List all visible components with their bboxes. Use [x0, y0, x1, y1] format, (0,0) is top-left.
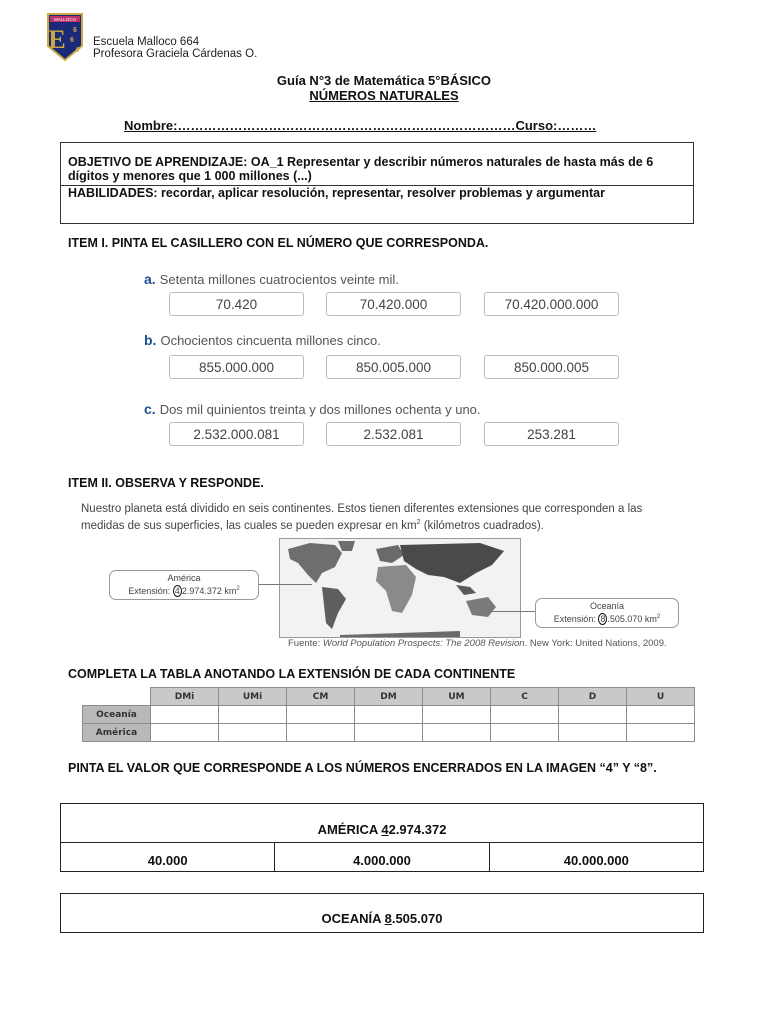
- shield-icon: [46, 12, 84, 62]
- oceania-box: [60, 893, 704, 933]
- topic-title: NÚMEROS NATURALES: [309, 88, 459, 103]
- teacher-name: Profesora Graciela Cárdenas O.: [93, 48, 258, 60]
- question-letter: a.: [144, 271, 156, 287]
- table-cell[interactable]: [423, 706, 491, 724]
- guide-title: Guía N°3 de Matemática 5°BÁSICO: [276, 73, 492, 88]
- document-title: [0, 73, 768, 103]
- place-value-table: [82, 687, 695, 742]
- learning-objective: OBJETIVO DE APRENDIZAJE: OA_1 Representar y describir números naturales de hasta más de 6 dígitos y menores que 1 000 millones (...): [68, 155, 654, 183]
- option-b3[interactable]: 850.000.005: [484, 355, 619, 379]
- oceania-name: Oceanía: [589, 601, 625, 611]
- col-dm: DM: [355, 688, 423, 706]
- table-cell[interactable]: [355, 724, 423, 742]
- continents-paragraph: Nuestro planeta está dividido en seis continentes. Estos tienen diferentes extensiones que corresponden a las medidas de sus superficies, las cuales se pueden expresar en $km^2$ (kilómetros cuadrados).: [81, 503, 643, 532]
- america-number: AMÉRICA 42.974.372: [317, 822, 447, 837]
- question-a: [144, 271, 399, 287]
- oceania-number: OCEANÍA 8.505.070: [321, 911, 443, 926]
- student-name-line[interactable]: Nombre:……………………………………………………………………Curso:………: [124, 118, 597, 133]
- option-a1[interactable]: 70.420: [169, 292, 304, 316]
- option-a2[interactable]: 70.420.000: [326, 292, 461, 316]
- col-um: UM: [423, 688, 491, 706]
- america-box: [60, 803, 704, 872]
- source-citation: Fuente: World Population Prospects: The 2008 Revision. New York: United Nations, 2009.: [288, 638, 667, 649]
- question-letter: c.: [144, 401, 156, 417]
- objective-box: [60, 142, 694, 224]
- col-d: D: [559, 688, 627, 706]
- table-cell[interactable]: [491, 706, 559, 724]
- question-text: Dos mil quinientos treinta y dos millones ochenta y uno.: [159, 402, 481, 417]
- svg-text:4: 4: [75, 47, 79, 54]
- option-b1[interactable]: 855.000.000: [169, 355, 304, 379]
- america-extension: Extensión: 4 2.974.372 $km^2$: [128, 586, 240, 596]
- col-u: U: [627, 688, 695, 706]
- col-c: C: [491, 688, 559, 706]
- table-cell[interactable]: [627, 706, 695, 724]
- table-cell[interactable]: [219, 706, 287, 724]
- table-row: [83, 706, 695, 724]
- item1-heading: ITEM I. PINTA EL CASILLERO CON EL NÚMERO QUE CORRESPONDA.: [68, 236, 489, 250]
- america-connector: [258, 584, 312, 585]
- svg-text:6: 6: [70, 37, 74, 44]
- circled-digit: 4: [174, 586, 180, 596]
- table-row: [83, 724, 695, 742]
- col-umi: UMi: [219, 688, 287, 706]
- table-cell[interactable]: [151, 706, 219, 724]
- america-options-row: [61, 842, 703, 871]
- table-cell[interactable]: [219, 724, 287, 742]
- america-name: América: [167, 573, 201, 583]
- option-c2[interactable]: 2.532.081: [326, 422, 461, 446]
- table-header-row: [83, 688, 695, 706]
- circled-digit: 8: [600, 614, 606, 624]
- question-letter: b.: [144, 332, 157, 348]
- table-cell[interactable]: [423, 724, 491, 742]
- oceania-callout: [535, 598, 679, 628]
- table-cell[interactable]: [287, 706, 355, 724]
- table-cell[interactable]: [627, 724, 695, 742]
- question-c: [144, 401, 481, 417]
- school-info: [93, 36, 257, 60]
- table-cell[interactable]: [287, 724, 355, 742]
- question-b: [144, 332, 381, 348]
- oceania-extension: Extensión: 8 .505.070 $km^2$: [553, 614, 661, 624]
- america-option-1[interactable]: 40.000: [147, 853, 188, 868]
- paint-heading: PINTA EL VALOR QUE CORRESPONDE A LOS NÚMEROS ENCERRADOS EN LA IMAGEN “4” Y “8”.: [68, 761, 657, 775]
- svg-text:6: 6: [73, 27, 77, 34]
- col-cm: CM: [287, 688, 355, 706]
- svg-text:E: E: [48, 25, 66, 54]
- row-header-oceania: Oceanía: [83, 706, 151, 724]
- school-name: Escuela Malloco 664: [93, 36, 200, 48]
- america-option-3[interactable]: 40.000.000: [489, 843, 703, 871]
- oceania-connector: [488, 611, 536, 612]
- svg-text:MALLOCO: MALLOCO: [53, 17, 77, 22]
- skills: HABILIDADES: recordar, aplicar resolución, representar, resolver problemas y argumentar: [68, 186, 605, 200]
- option-a3[interactable]: 70.420.000.000: [484, 292, 619, 316]
- question-text: Ochocientos cincuenta millones cinco.: [160, 333, 381, 348]
- world-map: [279, 538, 521, 638]
- world-map-icon: [280, 539, 520, 637]
- table-cell[interactable]: [491, 724, 559, 742]
- america-callout: [109, 570, 259, 600]
- table-cell[interactable]: [355, 706, 423, 724]
- col-dmi: DMi: [151, 688, 219, 706]
- table-cell[interactable]: [151, 724, 219, 742]
- item2-heading: ITEM II. OBSERVA Y RESPONDE.: [68, 476, 264, 490]
- table-heading: COMPLETA LA TABLA ANOTANDO LA EXTENSIÓN DE CADA CONTINENTE: [68, 667, 516, 681]
- option-b2[interactable]: 850.005.000: [326, 355, 461, 379]
- row-header-america: América: [83, 724, 151, 742]
- school-logo: [46, 12, 84, 62]
- table-cell[interactable]: [559, 706, 627, 724]
- table-cell[interactable]: [559, 724, 627, 742]
- option-c1[interactable]: 2.532.000.081: [169, 422, 304, 446]
- america-option-2[interactable]: 4.000.000: [274, 843, 488, 871]
- question-text: Setenta millones cuatrocientos veinte mil.: [159, 272, 399, 287]
- option-c3[interactable]: 253.281: [484, 422, 619, 446]
